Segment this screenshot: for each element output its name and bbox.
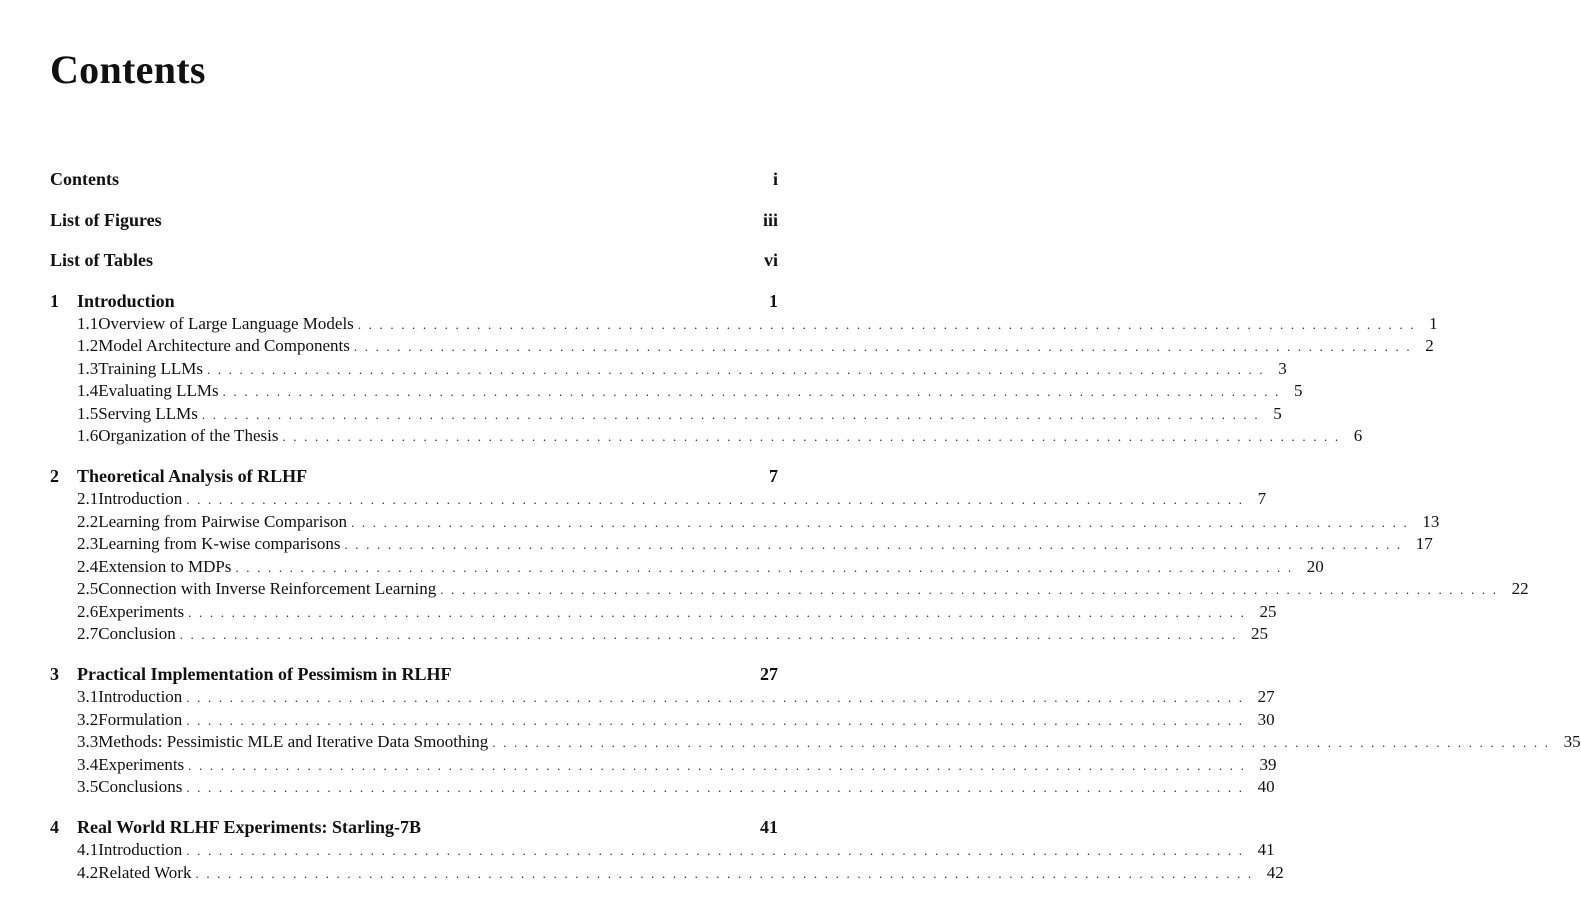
toc-chapter-4 <box>50 815 1284 884</box>
section-title: Experiments <box>98 754 185 774</box>
dot-leader: .................................................................................................. <box>282 429 1346 444</box>
section-page: 39 <box>1259 754 1277 774</box>
toc-section-4-2[interactable] <box>50 862 1284 885</box>
section-number: 2.1 <box>77 489 99 508</box>
section-number: 4.2 <box>77 862 99 882</box>
page-title: Contents <box>50 47 206 92</box>
toc-section-3-5[interactable] <box>50 776 1275 799</box>
section-number: 3.5 <box>77 777 99 796</box>
section-page: 5 <box>1273 403 1282 423</box>
dot-leader: .................................................................................................. <box>186 690 1250 705</box>
dot-leader: .................................................................................................. <box>357 316 1422 332</box>
section-title: Related Work <box>98 862 192 882</box>
toc-entry-title: Contents <box>50 169 120 189</box>
chapter-page: 7 <box>769 466 778 486</box>
toc-section-4-1[interactable] <box>50 839 1275 862</box>
section-title: Introduction <box>98 840 183 859</box>
section-title: Overview of Large Language Models <box>98 313 354 333</box>
section-title: Methods: Pessimistic MLE and Iterative Data Smoothing <box>98 732 489 751</box>
toc-section-1-5[interactable] <box>50 403 1282 426</box>
section-page: 3 <box>1278 358 1287 378</box>
toc-entry-list-of-tables[interactable] <box>50 248 778 272</box>
toc-section-2-7[interactable] <box>50 623 1269 646</box>
toc-section-1-6[interactable] <box>50 425 1363 448</box>
toc-entry-page: i <box>772 169 778 189</box>
dot-leader: .................................................................................................. <box>186 780 1250 795</box>
section-page: 27 <box>1257 687 1275 706</box>
chapter-number: 1 <box>50 290 59 311</box>
section-number: 1.5 <box>77 403 99 423</box>
toc-section-1-2[interactable] <box>50 335 1434 358</box>
toc-section-1-4[interactable] <box>50 380 1303 403</box>
chapter-number: 4 <box>50 817 59 837</box>
toc-section-2-6[interactable] <box>50 601 1277 624</box>
toc-section-2-1[interactable] <box>50 488 1267 511</box>
section-title: Introduction <box>98 687 183 706</box>
dot-leader: .................................................................................................. <box>351 514 1415 530</box>
dot-leader: .................................................................................................. <box>186 492 1250 507</box>
toc-chapter-2 <box>50 464 1529 646</box>
dot-leader: .................................................................................................. <box>179 627 1244 642</box>
table-of-contents <box>50 167 1581 884</box>
chapter-page: 1 <box>769 290 778 311</box>
toc-entry-list-of-figures[interactable] <box>50 208 778 232</box>
section-page: 35 <box>1563 732 1581 751</box>
dot-leader: .................................................................................................. <box>195 865 1259 881</box>
section-page: 22 <box>1511 579 1529 598</box>
dot-leader: .................................................................................................. <box>186 712 1250 728</box>
toc-section-2-5[interactable] <box>50 578 1529 601</box>
section-page: 6 <box>1353 426 1363 445</box>
toc-section-1-3[interactable] <box>50 358 1287 381</box>
toc-section-2-3[interactable] <box>50 533 1433 556</box>
toc-section-2-2[interactable] <box>50 511 1440 534</box>
section-page: 2 <box>1425 336 1434 355</box>
chapter-number: 3 <box>50 664 59 684</box>
dot-leader: .................................................................................................. <box>206 361 1271 377</box>
toc-chapter-heading[interactable] <box>50 662 778 686</box>
toc-section-3-1[interactable] <box>50 686 1275 709</box>
toc-section-3-4[interactable] <box>50 754 1277 777</box>
section-page: 41 <box>1257 840 1275 859</box>
toc-section-3-3[interactable] <box>50 731 1581 754</box>
section-number: 1.1 <box>77 313 99 333</box>
section-page: 5 <box>1293 381 1303 400</box>
dot-leader: .................................................................................................. <box>222 384 1286 399</box>
section-number: 3.2 <box>77 709 99 729</box>
section-title: Serving LLMs <box>98 403 198 423</box>
dot-leader: .................................................................................................. <box>235 559 1299 575</box>
dot-leader: .................................................................................................. <box>188 757 1252 773</box>
section-title: Formulation <box>98 709 183 729</box>
section-page: 25 <box>1259 601 1277 621</box>
chapter-title: Theoretical Analysis of RLHF <box>77 466 308 486</box>
toc-chapter-heading[interactable] <box>50 289 778 313</box>
section-number: 1.6 <box>77 426 99 445</box>
section-page: 13 <box>1422 511 1440 531</box>
section-title: Learning from Pairwise Comparison <box>98 511 348 531</box>
chapter-page: 27 <box>760 664 778 684</box>
toc-entry-page: vi <box>763 250 778 270</box>
section-number: 4.1 <box>77 840 99 859</box>
section-number: 2.7 <box>77 624 99 643</box>
dot-leader: .................................................................................................. <box>440 582 1504 597</box>
dot-leader: .................................................................................................. <box>201 406 1266 422</box>
section-page: 1 <box>1429 313 1438 333</box>
dot-leader: .................................................................................................. <box>188 604 1252 620</box>
toc-entry-contents[interactable] <box>50 167 778 191</box>
toc-chapter-1 <box>50 289 1438 448</box>
section-number: 3.1 <box>77 687 99 706</box>
section-page: 25 <box>1251 624 1269 643</box>
section-number: 1.3 <box>77 358 99 378</box>
chapter-title: Introduction <box>77 290 175 311</box>
section-number: 1.2 <box>77 336 99 355</box>
section-number: 3.3 <box>77 732 99 751</box>
section-title: Training LLMs <box>98 358 203 378</box>
section-page: 7 <box>1257 489 1267 508</box>
section-number: 2.2 <box>77 511 99 531</box>
toc-chapter-heading[interactable] <box>50 464 778 488</box>
section-title: Introduction <box>98 489 183 508</box>
section-title: Extension to MDPs <box>98 556 232 576</box>
section-page: 42 <box>1266 862 1284 882</box>
section-page: 17 <box>1415 534 1433 553</box>
toc-chapter-3 <box>50 662 1581 799</box>
toc-chapter-heading[interactable] <box>50 815 778 839</box>
section-title: Model Architecture and Components <box>98 336 350 355</box>
section-title: Evaluating LLMs <box>98 381 219 400</box>
dot-leader: .................................................................................................. <box>353 339 1418 354</box>
section-title: Learning from K-wise comparisons <box>98 534 341 553</box>
dot-leader: .................................................................................................. <box>492 735 1556 750</box>
chapter-number: 2 <box>50 466 59 486</box>
toc-entry-page: iii <box>762 209 778 230</box>
section-title: Organization of the Thesis <box>98 426 279 445</box>
chapter-title: Practical Implementation of Pessimism in RLHF <box>77 664 452 684</box>
dot-leader: .................................................................................................. <box>344 537 1408 552</box>
section-title: Connection with Inverse Reinforcement Learning <box>98 579 437 598</box>
section-page: 20 <box>1306 556 1324 576</box>
chapter-page: 41 <box>760 817 778 837</box>
section-title: Conclusion <box>98 624 176 643</box>
section-number: 2.3 <box>77 534 99 553</box>
dot-leader: .................................................................................................. <box>186 843 1250 858</box>
toc-section-3-2[interactable] <box>50 709 1275 732</box>
section-number: 2.5 <box>77 579 99 598</box>
toc-section-2-4[interactable] <box>50 556 1324 579</box>
section-page: 40 <box>1257 777 1275 796</box>
toc-entry-title: List of Figures <box>50 209 162 230</box>
toc-entry-title: List of Tables <box>50 250 154 270</box>
section-title: Conclusions <box>98 777 183 796</box>
section-number: 3.4 <box>77 754 99 774</box>
section-number: 1.4 <box>77 381 99 400</box>
section-number: 2.4 <box>77 556 99 576</box>
toc-section-1-1[interactable] <box>50 313 1438 336</box>
section-number: 2.6 <box>77 601 99 621</box>
section-page: 30 <box>1257 709 1275 729</box>
section-title: Experiments <box>98 601 185 621</box>
chapter-title: Real World RLHF Experiments: Starling-7B <box>77 817 421 837</box>
